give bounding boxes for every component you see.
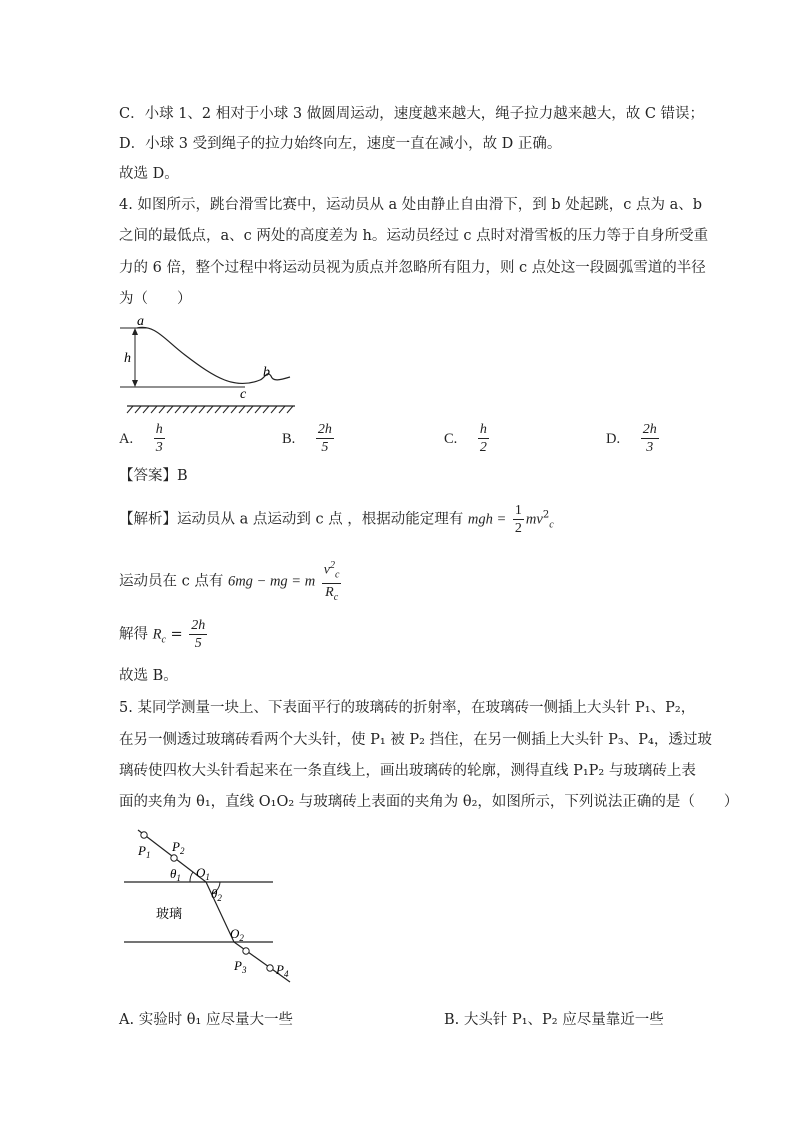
q4-analysis-2 [119, 557, 343, 606]
q4-answer [119, 466, 188, 486]
q5-option-b[interactable]: B. 大头针 P₁、P₂ 应尽量靠近一些 [444, 1012, 664, 1028]
q5-angle-theta1-arc [190, 872, 193, 882]
option-label: D. [606, 430, 621, 447]
q5-pin-p4 [267, 965, 273, 971]
prev-option-c: C．小球 1、2 相对于小球 3 做圆周运动，速度越来越大，绳子拉力越来越大，故 C 错误； [119, 106, 705, 122]
q5-label-theta2: $\theta_2$ [211, 886, 222, 903]
q4-stem-line3: 力的 6 倍，整个过程中将运动员视为质点并忽略所有阻力，则 c 点处这一段圆弧雪道的半径 [119, 260, 706, 276]
q4-option-d[interactable] [606, 421, 661, 456]
q4-analysis-1: 【解析】运动员从 a 点运动到 c 点 ，根据动能定理有 mgh = $\frac{1}{2}$ $mv^2_c$ [119, 503, 554, 536]
q4-choose: 故选 B。 [119, 668, 178, 684]
analysis-2-text: 运动员在 c 点有 [119, 573, 224, 590]
analysis-text: 运动员从 a 点运动到 c 点 ，根据动能定理有 [177, 511, 464, 528]
q4-option-b[interactable] [282, 421, 336, 456]
option-fraction: $\frac{2h}{5}$ [317, 422, 332, 455]
analysis-eq-left: mgh = [467, 511, 507, 528]
option-label: A. [119, 430, 134, 447]
q5-glass-refraction-figure [118, 822, 303, 987]
q4-label-h: h [124, 351, 131, 366]
q5-label-o1: $O_1$ [196, 865, 210, 882]
q5-label-p1: $P_1$ [138, 843, 151, 860]
q4-option-c[interactable] [444, 421, 491, 456]
analysis-2-fraction: $\frac{v^2_c}{R_c}$ [322, 557, 342, 606]
q5-stem-line2: 在另一侧透过玻璃砖看两个大头针，使 P₁ 被 P₂ 挡住，在另一侧插上大头针 P₃、P₄，透过玻 [119, 732, 712, 748]
option-fraction: $\frac{h}{2}$ [479, 422, 487, 455]
q5-pin-p1 [141, 832, 147, 838]
answer-tag: 【答案】 [119, 468, 177, 484]
prev-option-d: D．小球 3 受到绳子的拉力始终向左，速度一直在减小，故 D 正确。 [119, 136, 562, 152]
q4-label-a: a [137, 314, 144, 329]
q4-label-b: b [263, 365, 270, 380]
analysis-eq-right: mv [525, 511, 543, 528]
q5-pin-p2 [171, 855, 177, 861]
q5-pin-p3 [243, 948, 249, 954]
analysis-fraction: $\frac{1}{2}$ [514, 503, 522, 536]
q5-option-a[interactable]: A. 实验时 θ₁ 应尽量大一些 [119, 1012, 293, 1028]
answer-value: B [177, 468, 188, 484]
option-label: C. [444, 430, 458, 447]
solve-eq: R [152, 626, 162, 643]
q5-label-p2: $P_2$ [172, 839, 185, 856]
q5-stem-line3: 璃砖使四枚大头针看起来在一条直线上，画出玻璃砖的轮廓，测得直线 P₁P₂ 与玻璃砖上表 [119, 763, 696, 779]
q5-label-theta1: $\theta_1$ [170, 866, 181, 883]
q4-ground-hatching [127, 406, 293, 413]
prev-choose: 故选 D。 [119, 166, 179, 182]
q4-stem-line2: 之间的最低点，a、c 两处的高度差为 h。运动员经过 c 点时对滑雪板的压力等于自身所受重 [119, 228, 709, 244]
option-label: B. [282, 430, 296, 447]
analysis-tag: 【解析】 [119, 511, 177, 528]
q4-label-c: c [240, 387, 247, 402]
option-fraction: $\frac{h}{3}$ [155, 422, 163, 455]
q4-option-a[interactable] [119, 421, 167, 456]
q4-solve: 解得 $R_c$ = $\frac{2h}{5}$ [119, 618, 206, 651]
q5-stem-line1: 5. 某同学测量一块上、下表面平行的玻璃砖的折射率，在玻璃砖一侧插上大头针 P₁、P₂， [119, 700, 696, 716]
analysis-2-eq: 6mg − mg = m [227, 573, 316, 590]
q5-label-o2: $O_2$ [230, 926, 244, 943]
q4-stem-line4: 为（ ） [119, 291, 192, 307]
q4-ski-jump-figure [115, 310, 300, 415]
q5-label-p4: $P_4$ [276, 962, 289, 979]
q4-stem-line1: 4. 如图所示，跳台滑雪比赛中，运动员从 a 处由静止自由滑下，到 b 处起跳，c 点为 a、b [119, 197, 703, 213]
solve-fraction: $\frac{2h}{5}$ [191, 618, 206, 651]
q5-stem-line4: 面的夹角为 θ₁，直线 O₁O₂ 与玻璃砖上表面的夹角为 θ₂，如图所示，下列说法正确的是（ ） [119, 794, 739, 810]
q5-label-glass: 玻璃 [156, 906, 183, 921]
solve-label: 解得 [119, 626, 148, 643]
q5-label-p3: $P_3$ [234, 958, 247, 975]
option-fraction: $\frac{2h}{3}$ [642, 422, 657, 455]
